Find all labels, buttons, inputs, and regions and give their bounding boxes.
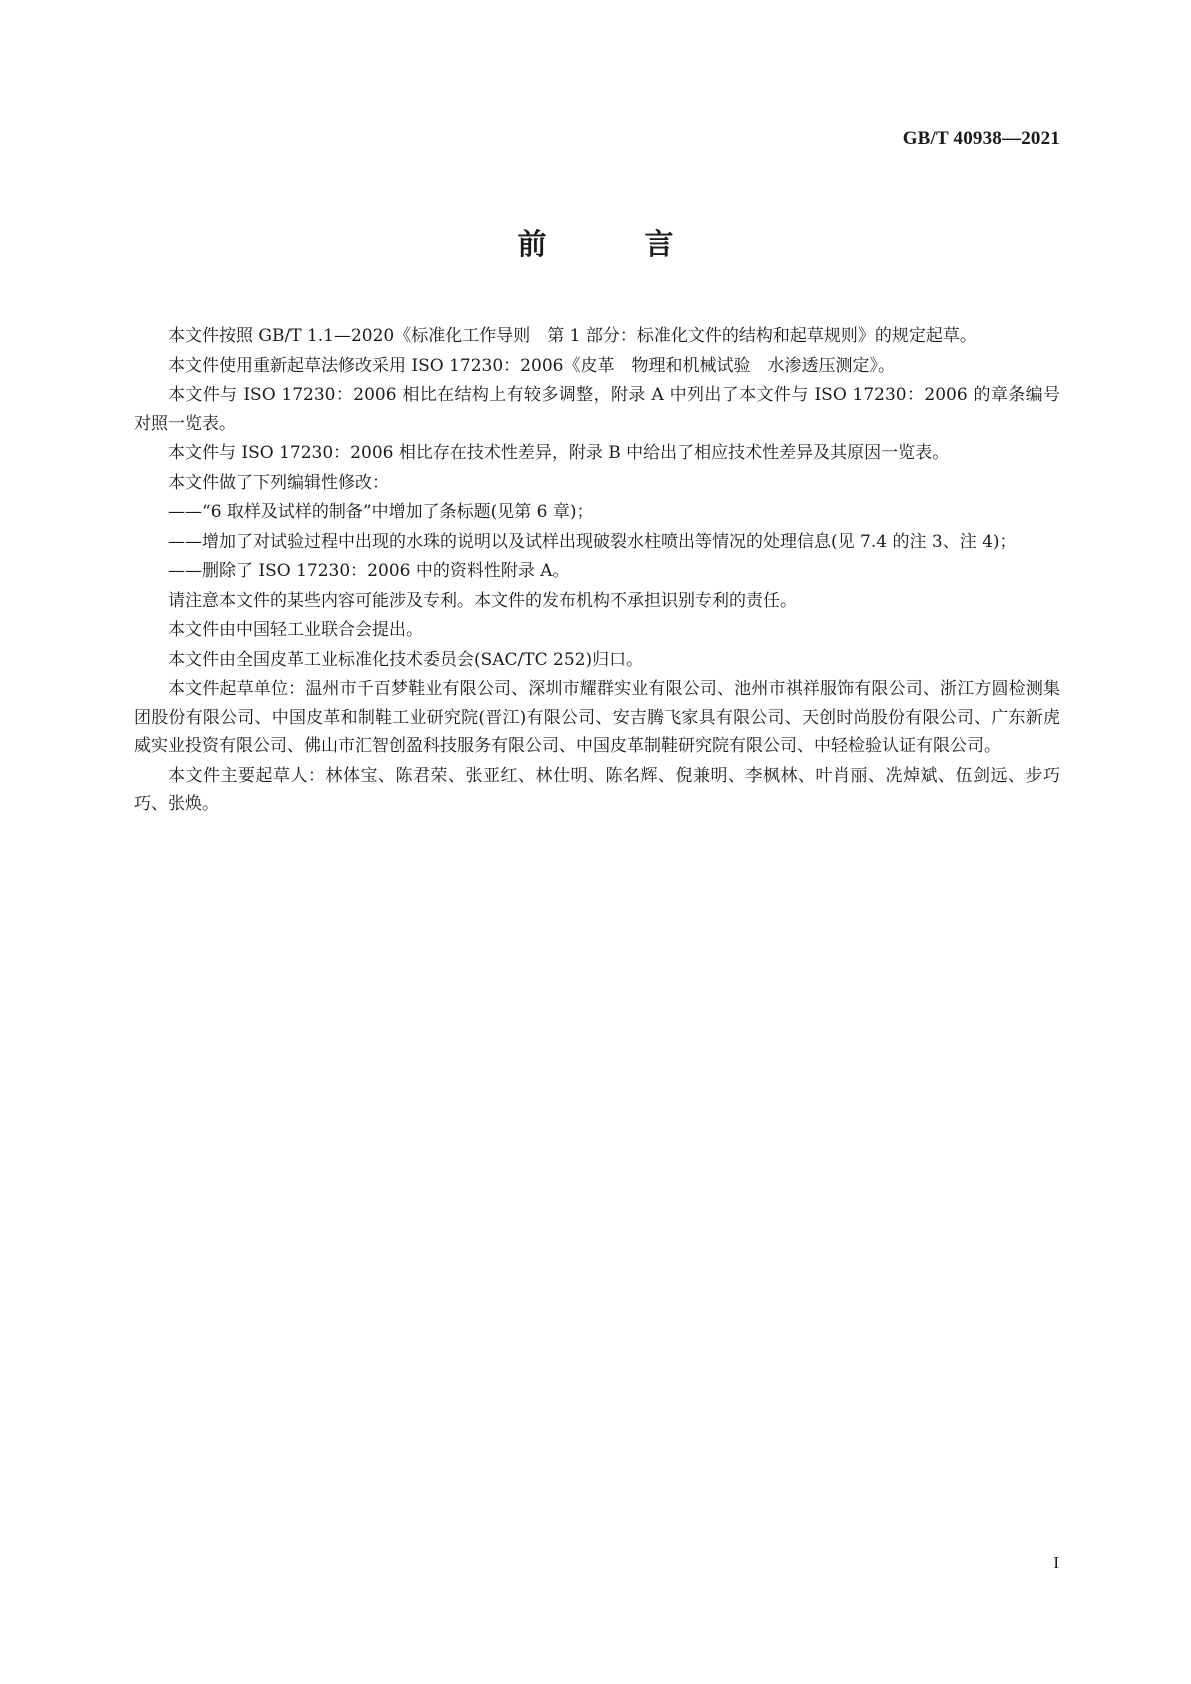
paragraph-proposer: 本文件由中国轻工业联合会提出。 <box>168 620 423 640</box>
standard-code: GB/T 40938—2021 <box>902 128 1060 149</box>
page-number: I <box>1053 1553 1059 1572</box>
paragraph-drafters: 本文件主要起草人：林体宝、陈君荣、张亚红、林仕明、陈名辉、倪兼明、李枫林、叶肖丽、冼焯斌、伍剑远、步巧巧、张焕。 <box>134 765 1060 814</box>
paragraph-adoption: 本文件使用重新起草法修改采用 ISO 17230：2006《皮革 物理和机械试验 水渗透压测定》。 <box>168 355 895 376</box>
paragraph-patent-notice: 请注意本文件的某些内容可能涉及专利。本文件的发布机构不承担识别专利的责任。 <box>168 590 797 611</box>
foreword-body <box>134 322 1060 820</box>
paragraph-drafting-units: 本文件起草单位：温州市千百梦鞋业有限公司、深圳市耀群实业有限公司、池州市祺祥服饰有限公司、浙江方圆检测集团股份有限公司、中国皮革和制鞋工业研究院(晋江)有限公司、安吉腾飞家具有限公司、天创时尚股份有限公司、广东新虎威实业投资有限公司、佛山市汇智创盈科技服务有限公司、中国皮革制鞋研究院有限公司、中轻检验认证有限公司。 <box>134 679 1060 756</box>
paragraph-editorial-intro: 本文件做了下列编辑性修改： <box>168 472 389 493</box>
page-title: 前 言 <box>517 227 718 261</box>
paragraph-structure-changes: 本文件与 ISO 17230：2006 相比在结构上有较多调整，附录 A 中列出了本文件与 ISO 17230：2006 的章条编号对照一览表。 <box>134 385 1060 434</box>
edit-list-item: ——增加了对试验过程中出现的水珠的说明以及试样出现破裂水柱喷出等情况的处理信息(见 7.4 的注 3、注 4)； <box>168 531 1017 552</box>
paragraph-technical-differences: 本文件与 ISO 17230：2006 相比存在技术性差异，附录 B 中给出了相应技术性差异及其原因一览表。 <box>168 443 950 463</box>
paragraph-drafting-rules: 本文件按照 GB/T 1.1—2020《标准化工作导则 第 1 部分：标准化文件的结构和起草规则》的规定起草。 <box>168 326 977 346</box>
edit-list-item: ——“6 取样及试样的制备”中增加了条标题(见第 6 章)； <box>168 502 594 522</box>
edit-list-item: ——删除了 ISO 17230：2006 中的资料性附录 A。 <box>168 561 570 581</box>
paragraph-committee: 本文件由全国皮革工业标准化技术委员会(SAC/TC 252)归口。 <box>168 649 644 670</box>
